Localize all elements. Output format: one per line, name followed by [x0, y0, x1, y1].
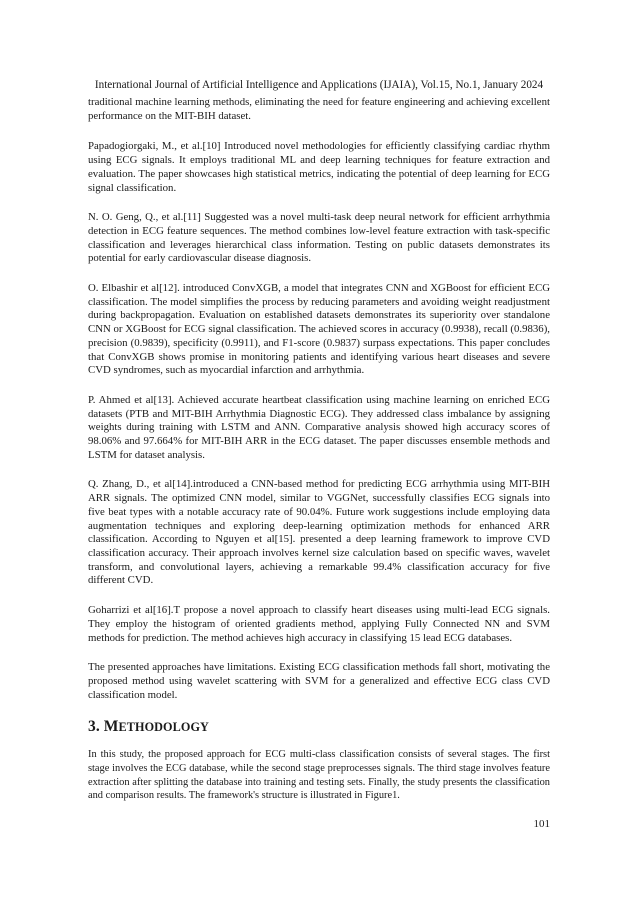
section-heading-methodology	[88, 718, 550, 736]
section-heading-title: ETHODOLOGY	[118, 720, 209, 735]
paragraph-limitations: The presented approaches have limitations. Existing ECG classification methods fall short, motivating the proposed method using wavelet scattering with SVM for a generalized and effective ECG class CVD classification model.	[88, 661, 550, 701]
paragraph-elbashir: O. Elbashir et al[12]. introduced ConvXGB, a model that integrates CNN and XGBoost for efficient ECG classification. The model simplifies the process by reducing parameters and avoiding weight readjustment during backpropagation. Evaluation on established datasets demonstrates its superiority over standalone CNN or XGBoost for ECG signal classification. The achieved scores in accuracy (0.9938), recall (0.9836), precision (0.9839), specificity (0.9911), and F1-score (0.9837) surpass expectations. This paper concludes that ConvXGB shows promise in monitoring patients and identifying various heart diseases and severe CVD syndromes, such as myocardial infarction and arrhythmia.	[88, 282, 550, 377]
paragraph-geng: N. O. Geng, Q., et al.[11] Suggested was a novel multi-task deep neural network for efficient arrhythmia detection in ECG feature sequences. The method combines low-level feature extraction with task-specific classification and leverages hierarchical class information. Testing on public datasets demonstrates its potential for early cardiovascular disease diagnosis.	[88, 211, 550, 265]
paragraph-goharrizi: Goharrizi et al[16].T propose a novel approach to classify heart diseases using multi-lead ECG signals. They employ the histogram of oriented gradients method, applying Fully Connected NN and SVM methods for prediction. The method achieves high accuracy in classifying 15 lead ECG databases.	[88, 604, 550, 644]
paragraph-methodology: In this study, the proposed approach for ECG multi-class classification consists of several stages. The first stage involves the ECG database, while the second stage preprocesses signals. The third stage involves feature extraction after splitting the database into training and testing sets. Finally, the study presents the classification and comparison results. The framework's structure is illustrated in Figure1.	[88, 749, 550, 802]
paragraph-continuation: traditional machine learning methods, eliminating the need for feature engineering and achieving excellent performance on the MIT-BIH dataset.	[88, 96, 550, 122]
paragraph-papadogiorgaki: Papadogiorgaki, M., et al.[10] Introduced novel methodologies for efficiently classifying cardiac rhythm using ECG signals. It employs traditional ML and deep learning techniques for feature extraction and evaluation. The paper showcases high statistical metrics, indicating the potential of deep learning for ECG signal classification.	[88, 140, 550, 194]
paragraph-zhang: Q. Zhang, D., et al[14].introduced a CNN-based method for predicting ECG arrhythmia using MIT-BIH ARR signals. The optimized CNN model, similar to VGGNet, successfully classifies ECG signals into five beat types with a notable accuracy rate of 90.04%. Future work suggestions include employing data augmentation techniques and exploring deep-learning optimization methods for enhanced ARR classification. According to Nguyen et al[15]. presented a deep learning framework to improve CVD classification accuracy. Their approach involves kernel size calculation based on specific waves, wavelet transform, and convolutional layers, achieving a remarkable 99.4% classification accuracy for five different CVD.	[88, 478, 550, 587]
section-heading-number: 3. M	[88, 718, 119, 736]
paragraph-ahmed: P. Ahmed et al[13]. Achieved accurate heartbeat classification using machine learning on enriched ECG datasets (PTB and MIT-BIH Arrhythmia Diagnostic ECG). They addressed class imbalance by assigning weights during training with LSTM and ANN. Comparative analysis showed high accuracy scores of 98.06% and 97.664% for MIT-BIH ARR in the ECG dataset. The paper discusses ensemble methods and LSTM for dataset analysis.	[88, 393, 550, 461]
page-body	[88, 96, 550, 819]
running-header: International Journal of Artificial Intelligence and Applications (IJAIA), Vol.15, No.1, January 2024	[94, 79, 544, 91]
page-number: 101	[533, 818, 550, 830]
